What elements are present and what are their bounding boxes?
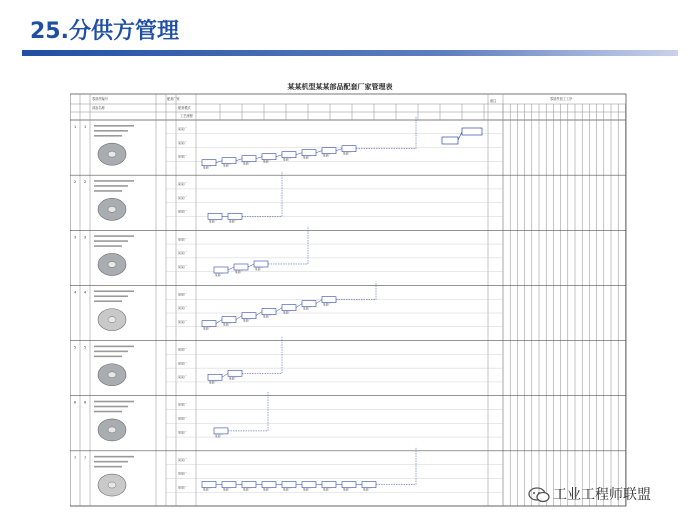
- spec-text-stroke: [94, 356, 122, 358]
- spec-text-stroke: [94, 290, 134, 292]
- process-node-label: 某某厂: [223, 488, 231, 492]
- process-flow-arrow: [216, 320, 222, 324]
- part-photo-hub: [108, 372, 116, 378]
- part-photo: [98, 419, 126, 441]
- header-note: 备注: [490, 99, 497, 103]
- supplier-label: 某某厂: [178, 402, 188, 407]
- process-node-box: [282, 152, 296, 158]
- row-number: 1: [74, 125, 77, 129]
- process-node-label: 某某厂: [343, 152, 351, 156]
- supplier-label: 某某厂: [178, 375, 188, 380]
- process-node-box: [242, 482, 256, 488]
- supplier-label: 某某厂: [178, 182, 188, 187]
- process-flow-arrow: [458, 132, 462, 140]
- spec-text-stroke: [94, 240, 128, 242]
- supplier-label: 某某厂: [178, 195, 188, 200]
- watermark: [528, 484, 651, 504]
- process-node-label: 某某厂: [303, 488, 311, 492]
- sheet-title: 某某机型某某部品配套厂家管理表: [287, 82, 393, 91]
- process-node-box: [282, 305, 296, 311]
- process-link-line: [336, 281, 376, 299]
- row-index: 7: [84, 455, 87, 460]
- supplier-label: 某某厂: [178, 264, 188, 269]
- supplier-label: 某某厂: [178, 320, 188, 324]
- part-photo: [98, 364, 126, 386]
- supplier-label: 某某厂: [178, 361, 188, 366]
- watermark-text: 工业工程师联盟: [553, 487, 651, 503]
- sheet-frame: [70, 94, 626, 506]
- process-node-label: 某某厂: [223, 164, 231, 168]
- process-node-label: 某某厂: [203, 327, 211, 331]
- process-node-label: 某某厂: [215, 273, 223, 277]
- title-underline: [22, 50, 678, 56]
- process-node-label: 某某厂: [243, 488, 251, 492]
- process-flow-arrow: [228, 267, 234, 270]
- supplier-label: 某某厂: [178, 485, 188, 490]
- process-node-label: 某某厂: [243, 162, 251, 166]
- process-node-label: 某某厂: [323, 488, 331, 492]
- process-node-box: [242, 313, 256, 319]
- process-node-box: [222, 158, 236, 164]
- process-flow-arrow: [248, 264, 254, 267]
- spec-text-stroke: [94, 401, 134, 403]
- process-node-label: 某某厂: [235, 270, 243, 274]
- header-part-name: 部品名称: [92, 106, 105, 110]
- process-node-label: 某某厂: [223, 323, 231, 327]
- spec-text-stroke: [94, 300, 122, 302]
- spec-text-stroke: [94, 295, 128, 297]
- process-node-label: 某某厂: [263, 160, 271, 164]
- process-link-line: [376, 447, 416, 485]
- process-flow-arrow: [216, 161, 222, 163]
- process-node-box: [202, 321, 216, 327]
- process-node-box: [302, 150, 316, 156]
- page-title: 25.分供方管理: [30, 19, 179, 44]
- process-node-box: [254, 261, 268, 267]
- process-node-label: 某某厂: [255, 267, 263, 271]
- process-node-label: 某某厂: [209, 381, 217, 385]
- process-node-label: 某某厂: [263, 488, 271, 492]
- spec-text-stroke: [94, 180, 134, 182]
- process-node-label: 某某厂: [303, 156, 311, 160]
- supplier-label: 某某厂: [178, 251, 188, 256]
- row-number: 2: [74, 180, 77, 185]
- row-number: 5: [74, 345, 77, 350]
- process-node-box: [362, 482, 376, 488]
- process-link-line: [242, 171, 282, 216]
- header-pattern: 配套模式: [178, 106, 191, 110]
- spec-text-stroke: [94, 411, 122, 413]
- spec-text-stroke: [94, 351, 128, 353]
- process-node-box: [202, 482, 216, 488]
- process-node-label: 某某厂: [363, 488, 371, 492]
- process-node-box: [222, 482, 236, 488]
- part-photo-hub: [108, 206, 116, 212]
- supplier-label: 某某厂: [178, 127, 188, 131]
- spec-text-stroke: [94, 185, 128, 187]
- supplier-label: 某某厂: [178, 154, 188, 159]
- header-part-no: 零部件编号: [92, 97, 108, 101]
- process-node-box: [322, 148, 336, 154]
- final-check-box: [462, 128, 482, 135]
- supplier-label: 某某厂: [178, 292, 188, 297]
- process-flow-arrow: [276, 308, 282, 312]
- part-photo: [98, 309, 126, 331]
- process-node-box: [282, 482, 296, 488]
- process-node-box: [208, 213, 222, 219]
- process-node-box: [222, 317, 236, 323]
- part-photo: [98, 474, 126, 496]
- process-link-line: [242, 337, 282, 374]
- process-node-label: 某某厂: [203, 488, 211, 492]
- row-index: 3: [84, 235, 87, 240]
- part-photo-hub: [108, 261, 116, 267]
- process-node-label: 某某厂: [283, 488, 291, 492]
- process-node-box: [242, 156, 256, 162]
- process-node-box: [234, 264, 248, 270]
- part-photo-hub: [108, 482, 116, 488]
- process-link-line: [228, 392, 268, 431]
- supplier-label: 某某厂: [178, 306, 188, 311]
- process-flow-arrow: [336, 149, 342, 151]
- supplier-label: 某某厂: [178, 430, 188, 435]
- process-node-label: 某某厂: [283, 311, 291, 315]
- process-node-label: 某某厂: [343, 488, 351, 492]
- row-number: 3: [74, 235, 77, 240]
- process-flow-arrow: [236, 159, 242, 161]
- spec-text-stroke: [94, 245, 122, 247]
- process-node-box: [214, 428, 228, 434]
- supplier-management-sheet: [70, 80, 632, 507]
- process-node-label: 某某厂: [323, 154, 331, 158]
- spec-text-stroke: [94, 466, 122, 468]
- supplier-label: 某某厂: [178, 416, 188, 421]
- spec-text-stroke: [94, 135, 122, 137]
- part-photo: [98, 143, 126, 165]
- process-flow-arrow: [236, 316, 242, 320]
- process-flow-arrow: [296, 153, 302, 155]
- process-node-label: 某某厂: [229, 220, 237, 224]
- part-photo: [98, 198, 126, 220]
- process-node-box: [322, 482, 336, 488]
- process-flow-arrow: [222, 373, 228, 377]
- spec-text-stroke: [94, 125, 134, 127]
- process-flow-arrow: [256, 157, 262, 159]
- supplier-label: 某某厂: [178, 237, 188, 242]
- process-node-box: [262, 482, 276, 488]
- process-node-label: 某某厂: [203, 166, 211, 170]
- process-node-box: [262, 309, 276, 315]
- supplier-label: 某某厂: [178, 471, 188, 476]
- process-node-label: 某某厂: [209, 220, 217, 224]
- process-node-box: [228, 370, 242, 376]
- supplier-label: 某某厂: [178, 347, 188, 352]
- process-node-box: [302, 301, 316, 307]
- part-photo: [98, 253, 126, 275]
- process-flow-arrow: [316, 151, 322, 153]
- process-flow-arrow: [296, 304, 302, 308]
- row-index: 1: [84, 125, 87, 129]
- header-process: 工艺流程: [180, 114, 193, 118]
- row-index: 5: [84, 345, 87, 350]
- process-link-line: [268, 226, 308, 264]
- process-node-box: [342, 482, 356, 488]
- spec-text-stroke: [94, 461, 128, 463]
- process-node-box: [214, 267, 228, 273]
- part-photo-hub: [108, 427, 116, 433]
- process-node-box: [202, 160, 216, 166]
- process-node-label: 某某厂: [263, 315, 271, 319]
- header-operations: 零部件加工工序: [550, 97, 573, 101]
- process-node-label: 某某厂: [323, 303, 331, 307]
- row-index: 2: [84, 180, 87, 185]
- row-number: 6: [74, 400, 77, 405]
- process-flow-arrow: [276, 155, 282, 157]
- process-node-label: 某某厂: [303, 307, 311, 311]
- spec-text-stroke: [94, 190, 122, 192]
- final-assembly-box: [442, 137, 458, 144]
- process-link-line: [356, 116, 416, 149]
- process-flow-arrow: [256, 312, 262, 316]
- part-photo-hub: [108, 317, 116, 323]
- part-photo-hub: [108, 151, 116, 157]
- process-node-label: 某某厂: [229, 377, 237, 381]
- process-node-box: [228, 213, 242, 219]
- process-node-label: 某某厂: [215, 434, 223, 438]
- spec-text-stroke: [94, 456, 134, 458]
- supplier-label: 某某厂: [178, 140, 188, 145]
- spec-text-stroke: [94, 235, 134, 237]
- process-node-box: [322, 297, 336, 303]
- spec-text-stroke: [94, 346, 134, 348]
- supplier-label: 某某厂: [178, 209, 188, 214]
- row-number: 4: [74, 290, 77, 295]
- sheet-drawing: [70, 80, 632, 507]
- process-node-box: [302, 482, 316, 488]
- spec-text-stroke: [94, 406, 128, 408]
- process-node-box: [262, 154, 276, 160]
- process-node-box: [208, 374, 222, 380]
- process-flow-arrow: [316, 300, 322, 304]
- chat-bubble-icon: [528, 487, 550, 503]
- row-index: 6: [84, 400, 87, 405]
- supplier-label: 某某厂: [178, 457, 188, 462]
- row-index: 4: [84, 290, 87, 295]
- row-number: 7: [74, 455, 77, 460]
- process-node-label: 某某厂: [283, 158, 291, 162]
- process-node-label: 某某厂: [243, 319, 251, 323]
- header-supplier: 配套厂家: [167, 97, 180, 101]
- process-node-box: [342, 146, 356, 152]
- spec-text-stroke: [94, 130, 128, 132]
